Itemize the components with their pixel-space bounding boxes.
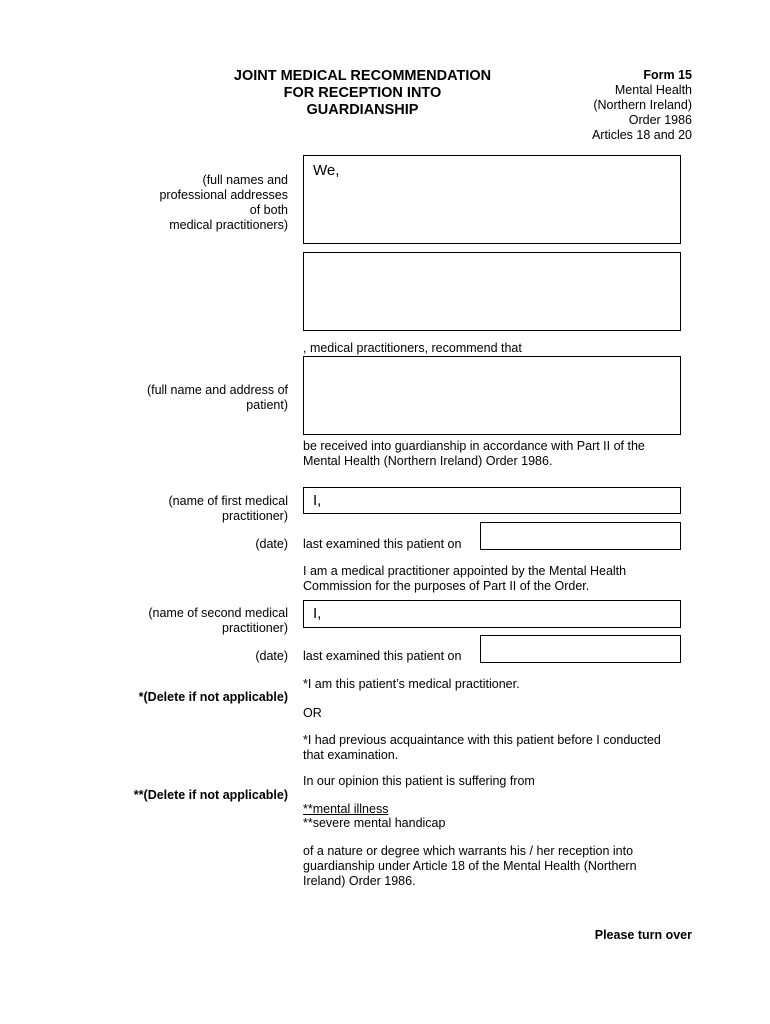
form-ref-line-4: Articles 18 and 20 <box>591 128 692 142</box>
form-title-line-2: FOR RECEPTION INTO <box>283 85 442 101</box>
acquaintance-line-2: that examination. <box>303 748 399 762</box>
second-date-field[interactable] <box>480 635 681 663</box>
second-practitioner-label-line-2: practitioner) <box>222 621 288 635</box>
or-text: OR <box>303 706 322 720</box>
first-practitioner-label <box>169 494 288 524</box>
second-practitioner-label <box>148 606 288 636</box>
form-number: Form 15 <box>643 68 692 82</box>
appointed-text-line-1: I am a medical practitioner appointed by the Mental Health <box>303 564 627 578</box>
practitioners-field-1[interactable] <box>303 155 681 244</box>
practitioners-label <box>159 173 288 233</box>
received-text <box>303 439 683 469</box>
patient-field[interactable] <box>303 356 681 435</box>
acquaintance-line-1: *I had previous acquaintance with this patient before I conducted <box>303 733 661 747</box>
first-examined-text: last examined this patient on <box>303 537 462 551</box>
first-practitioner-field[interactable] <box>303 487 681 514</box>
practitioners-field-2[interactable] <box>303 252 681 331</box>
please-turn-over: Please turn over <box>594 928 692 942</box>
mental-illness-option <box>303 802 683 817</box>
second-date-label: (date) <box>255 649 288 663</box>
form-ref-line-3: Order 1986 <box>628 113 692 127</box>
nature-text <box>303 844 683 889</box>
appointed-text <box>303 564 683 594</box>
second-practitioner-field[interactable] <box>303 600 681 628</box>
form-title-line-1: JOINT MEDICAL RECOMMENDATION <box>233 68 492 84</box>
practitioners-label-line-4: medical practitioners) <box>169 218 288 232</box>
mental-illness-prefix: ** <box>303 802 313 816</box>
delete-note-2: **(Delete if not applicable) <box>133 788 288 802</box>
second-i-prefix: I, <box>313 605 322 622</box>
recommend-text: , medical practitioners, recommend that <box>303 341 522 355</box>
first-practitioner-label-line-1: (name of first medical <box>168 494 288 508</box>
received-text-line-2: Mental Health (Northern Ireland) Order 1986. <box>303 454 553 468</box>
patient-label <box>147 383 288 413</box>
first-date-label: (date) <box>255 537 288 551</box>
patient-label-line-1: (full name and address of <box>146 383 288 397</box>
first-i-prefix: I, <box>313 492 322 509</box>
received-text-line-1: be received into guardianship in accordance with Part II of the <box>303 439 645 453</box>
opinion-text: In our opinion this patient is suffering from <box>303 774 535 788</box>
nature-text-line-3: Ireland) Order 1986. <box>303 874 416 888</box>
appointed-text-line-2: Commission for the purposes of Part II of the Order. <box>303 579 590 593</box>
form-title-line-3: GUARDIANSHIP <box>306 102 419 118</box>
patient-label-line-2: patient) <box>246 398 288 412</box>
first-date-field[interactable] <box>480 522 681 550</box>
severe-handicap-option: **severe mental handicap <box>303 816 446 830</box>
we-prefix: We, <box>313 162 340 179</box>
form-ref-line-1: Mental Health <box>614 83 692 97</box>
form-title <box>200 68 525 119</box>
nature-text-line-1: of a nature or degree which warrants his / her reception into <box>303 844 634 858</box>
form-ref-line-2: (Northern Ireland) <box>593 98 692 112</box>
first-practitioner-label-line-2: practitioner) <box>222 509 288 523</box>
practitioners-label-line-1: (full names and <box>202 173 288 187</box>
second-practitioner-label-line-1: (name of second medical <box>148 606 288 620</box>
own-practitioner-option: *I am this patient’s medical practitioner. <box>303 677 520 691</box>
acquaintance-option <box>303 733 683 763</box>
delete-note-1: *(Delete if not applicable) <box>138 690 288 704</box>
practitioners-label-line-2: professional addresses <box>159 188 288 202</box>
nature-text-line-2: guardianship under Article 18 of the Mental Health (Northern <box>303 859 637 873</box>
form-reference <box>592 68 692 143</box>
practitioners-label-line-3: of both <box>249 203 288 217</box>
mental-illness-label: mental illness <box>312 802 389 816</box>
second-examined-text: last examined this patient on <box>303 649 462 663</box>
